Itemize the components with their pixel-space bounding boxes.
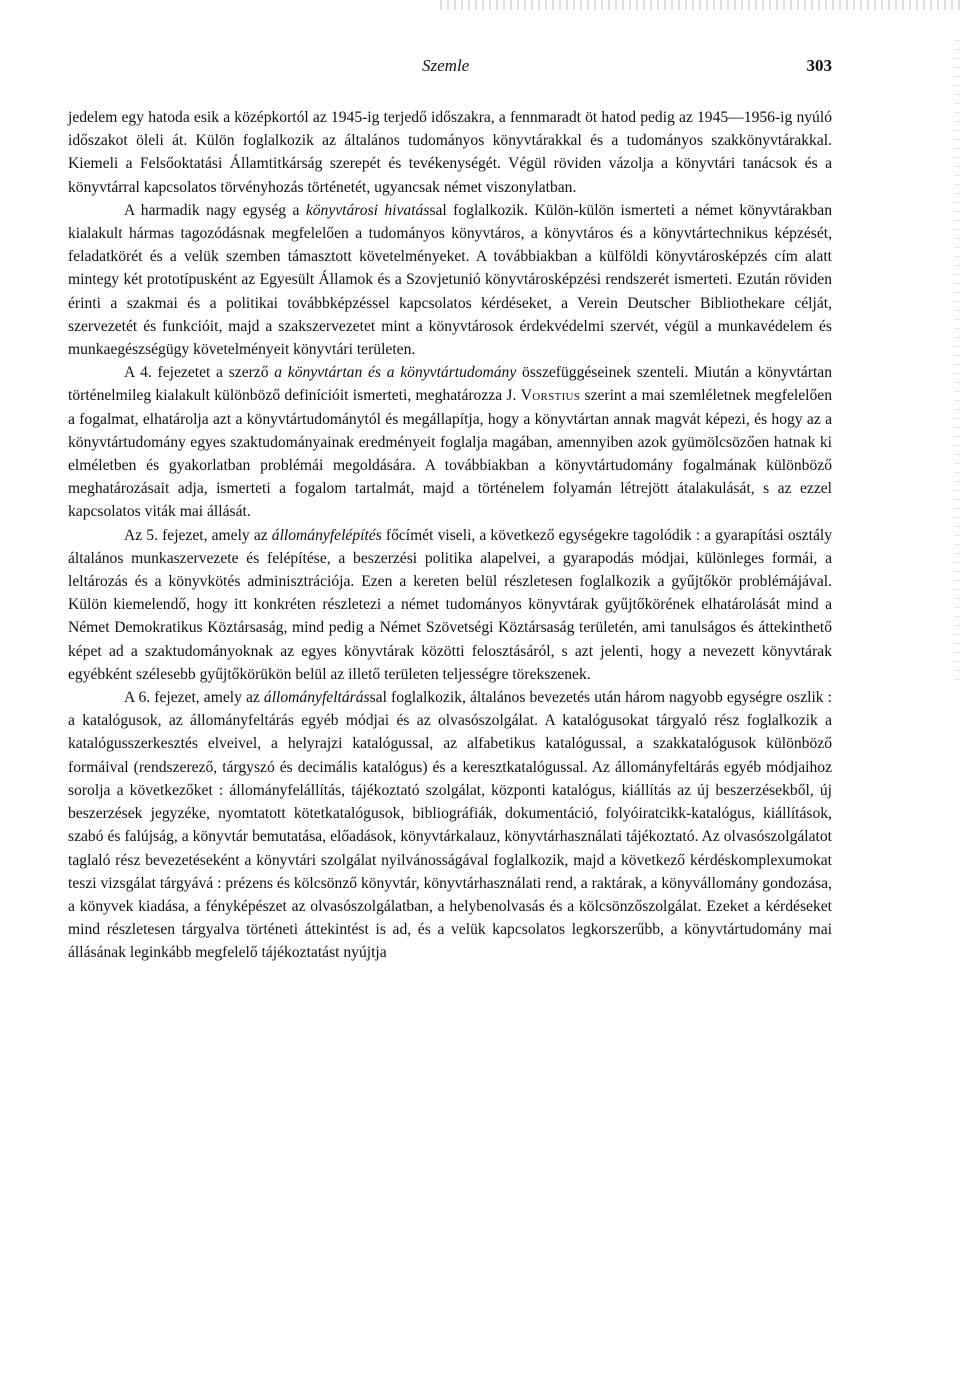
text-run: sal foglalkozik, általános bevezetés után három nagyobb egységre oszlik : a katalógusok, az állományfeltárás egyéb módjai és az olvasószolgálat. A katalógusokat tárgyaló rész foglalkozik a katalógusszerkesztés elveivel, a helyrajzi katalógussal, az alfabetikus katalógussal, a szakkatalógusok különböző formáival (rendszerező, tárgyszó és decimális katalógus) és a keresztkatalógussal. Az állományfeltárás egyéb módjaihoz sorolja a következőket : állományfelállítás, tájékoztató szolgálat, központi katalógus, kiállítás az új beszerzésekből, új beszerzések jegyzéke, nyomtatott kötetkatalógusok, bibliográfiák, dokumentáció, folyóiratcikk-katalógus, kiállítások, szabó és falújság, a könyvtár bemutatása, előadások, könyvtárkalauz, könyvtárhasználati tájékoztató. Az olvasószolgálatot taglaló rész bevezetéseként a könyvtári szolgálat nyilvánosságával foglalkozik, majd a következő kérdéskomplexumokat teszi vizsgálat tárgyává : prézens és kölcsönző könyvtár, könyvtárhasználati rend, a raktárak, a könyvállomány gondozása, a könyvek kiadása, a fényképészet az olvasószolgálatban, a helybenolvasás és a kölcsönzőszolgálat. Ezeket a kérdéseket mind részletesen tárgyalva történeti áttekintést is ad, és a velük kapcsolatos legkorszerűbb, a könyvtártudomány mai állásának leginkább megfelelő tájékoztatást nyújtja <box>68 689 832 962</box>
text-run: főcímét viseli, a következő egységekre tagolódik : a gyarapítási osztály általános munkaszervezete és felépítése, a beszerzési politika alapelvei, a gyarapodás módjai, különleges formái, a leltározás és a könyvkötés adminisztrációja. Ezen a kereten belül részletesen foglalkozik a gyűjtőkör problémájával. Külön kiemelendő, hogy itt konkréten részletezi a német tudományos könyvtárak gyűjtőkörének elhatárolását mind a Német Demokratikus Köztársaság, mind pedig a Német Szövetségi Köztársaság területén, ami tanulságos és áttekinthető képet ad a szaktudományoknak az egyes könyvtárak közötti felosztásáról, s azt jelenti, hogy a nevezett könyvtárak egyébként szélesebb gyűjtőkörükön belül az illető területen teljességre törekszenek. <box>68 526 832 683</box>
paragraph-4 <box>68 524 832 686</box>
italic-text: könyvtárosi hivatás <box>305 201 430 219</box>
italic-text: állományfeltárás <box>263 689 370 707</box>
paragraph-5 <box>68 686 832 964</box>
running-header <box>68 56 832 80</box>
text-run: A 4. fejezetet a szerző <box>124 364 275 382</box>
paragraph-2 <box>68 199 832 361</box>
paragraph-3 <box>68 361 832 523</box>
paragraph-1 <box>68 106 832 199</box>
text-run: összefüggéseinek szenteli. Miután a könyvtártan történelmileg kialakult különböző definícióit ismerteti, meghatározza J. <box>68 364 832 405</box>
scan-noise-top <box>440 0 960 10</box>
italic-text: állományfelépítés <box>271 526 382 544</box>
text-run: A 6. fejezet, amely az <box>124 689 264 707</box>
smallcaps-text: Vorstius <box>520 387 581 405</box>
italic-text: a könyvtártan és a könyvtártudomány <box>274 364 517 382</box>
text-run: A harmadik nagy egység a <box>124 201 306 219</box>
scan-noise-right <box>954 40 960 680</box>
text-run: sal foglalkozik. Külön-külön ismerteti a német könyvtárakban kialakult hármas tagozódásnak megfelelően a tudományos könyvtáros, a könyvtáros és a könyvtártechnikus képzését, feladatkörét és a velük szemben támasztott követelményeket. A továbbiakban a külföldi könyvtárosképzés cím alatt mintegy két prototípusként az Egyesült Államok és a Szovjetunió könyvtárosképzési rendszerét ismerteti. Ezután röviden érinti a szakmai és a politikai továbbképzéssel kapcsolatos kérdéseket, a Verein Deutscher Bibliothekare célját, szervezetét és funkcióit, majd a szakszervezetet mint a könyvtárosok érdekvédelmi szervét, végül a munkavédelem és munkaegészségügy követelményeit könyvtári területen. <box>68 201 832 359</box>
page-number: 303 <box>806 56 832 75</box>
text-run: Az 5. fejezet, amely az <box>124 526 272 544</box>
text-run: jedelem egy hatoda esik a középkortól az 1945-ig terjedő időszakra, a fennmaradt öt hatod pedig az 1945—1956-ig nyúló időszakot öleli át. Külön foglalkozik az általános tudományos könyvtárakkal és a tudományos szakkönyvtárakkal. Kiemeli a Felsőoktatási Államtitkárság szerepét és tevékenységét. Végül röviden vázolja a könyvtári tanácsok és a könyvtárral kapcsolatos törvényhozás történetét, ugyancsak német viszonylatban. <box>68 109 832 196</box>
body-text <box>68 106 832 965</box>
text-run: szerint a mai szemléletnek megfelelően a fogalmat, elhatárolja azt a könyvtártudománytól és megállapítja, hogy a könyvtártan annak magvát képezi, és hogy az a könyvtártudomány egyes szaktudományainak eredményeit foglalja magában, amennyiben azok gyümölcsözően hatnak ki elméletben és gyakorlatban problémái megoldására. A továbbiakban a könyvtártudomány fogalmának különböző meghatározásait adja, ismerteti a fogalom tartalmát, majd a történelem folyamán létrejött átalakulását, s az ezzel kapcsolatos viták mai állását. <box>68 387 832 521</box>
running-title: Szemle <box>422 56 470 75</box>
